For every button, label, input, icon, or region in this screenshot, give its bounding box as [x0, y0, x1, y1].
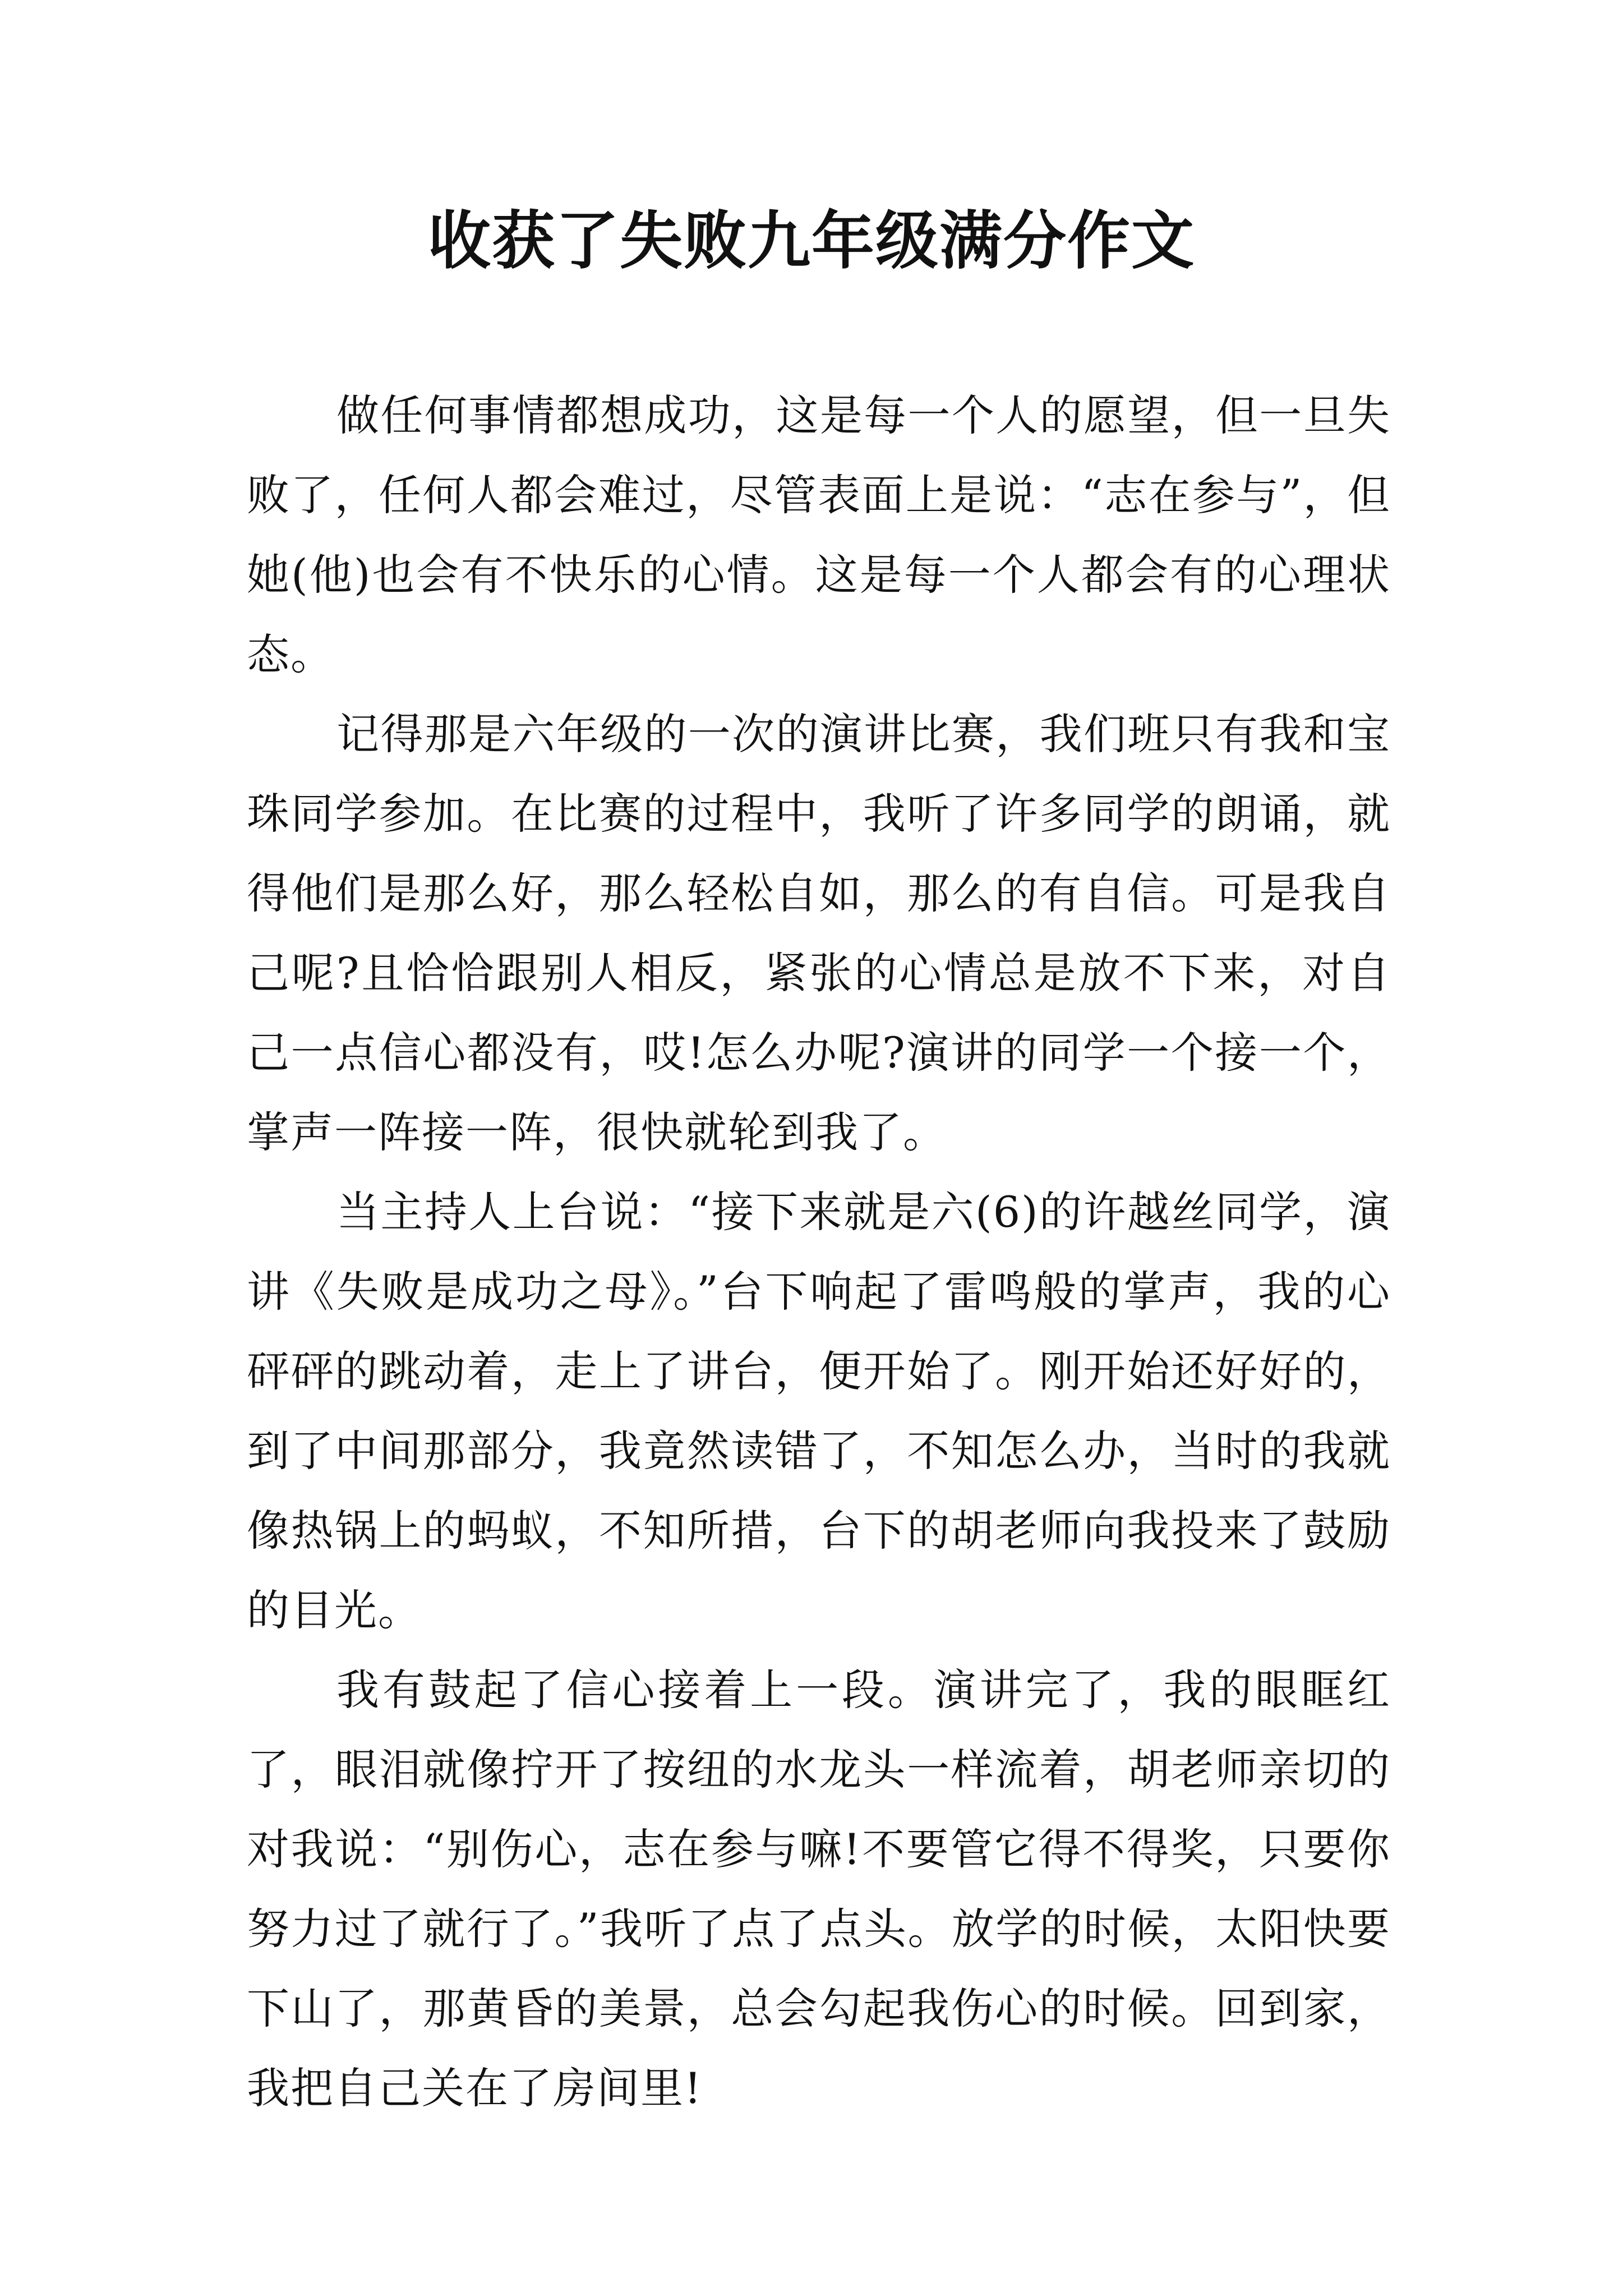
essay-body: [247, 376, 1391, 2128]
paragraph-4: 我有鼓起了信心接着上一段。演讲完了，我的眼眶红了，眼泪就像拧开了按纽的水龙头一样流着，胡老师亲切的对我说：“别伤心，志在参与嘛!不要管它得不得奖，只要你努力过了就行了。”我听了点了点头。放学的时候，太阳快要下山了，那黄昏的美景，总会勾起我伤心的时候。回到家，我把自己关在了房间里!: [247, 1665, 1391, 2113]
paragraph-3: 当主持人上台说：“接下来就是六(6)的许越丝同学，演讲《失败是成功之母》。”台下响起了雷鸣般的掌声，我的心砰砰的跳动着，走上了讲台，便开始了。刚开始还好好的，到了中间那部分，我竟然读错了，不知怎么办，当时的我就像热锅上的蚂蚁，不知所措，台下的胡老师向我投来了鼓励的目光。: [247, 1187, 1391, 1635]
paragraph-1: 做任何事情都想成功，这是每一个人的愿望，但一旦失败了，任何人都会难过，尽管表面上是说：“志在参与”，但她(他)也会有不快乐的心情。这是每一个人都会有的心理状态。: [247, 390, 1391, 679]
paragraph-2: 记得那是六年级的一次的演讲比赛，我们班只有我和宝珠同学参加。在比赛的过程中，我听了许多同学的朗诵，就得他们是那么好，那么轻松自如，那么的有自信。可是我自己呢?且恰恰跟别人相反，紧张的心情总是放不下来，对自己一点信心都没有，哎!怎么办呢?演讲的同学一个接一个，掌声一阵接一阵，很快就轮到我了。: [247, 709, 1391, 1157]
page-title: 收获了失败九年级满分作文: [428, 204, 1195, 278]
